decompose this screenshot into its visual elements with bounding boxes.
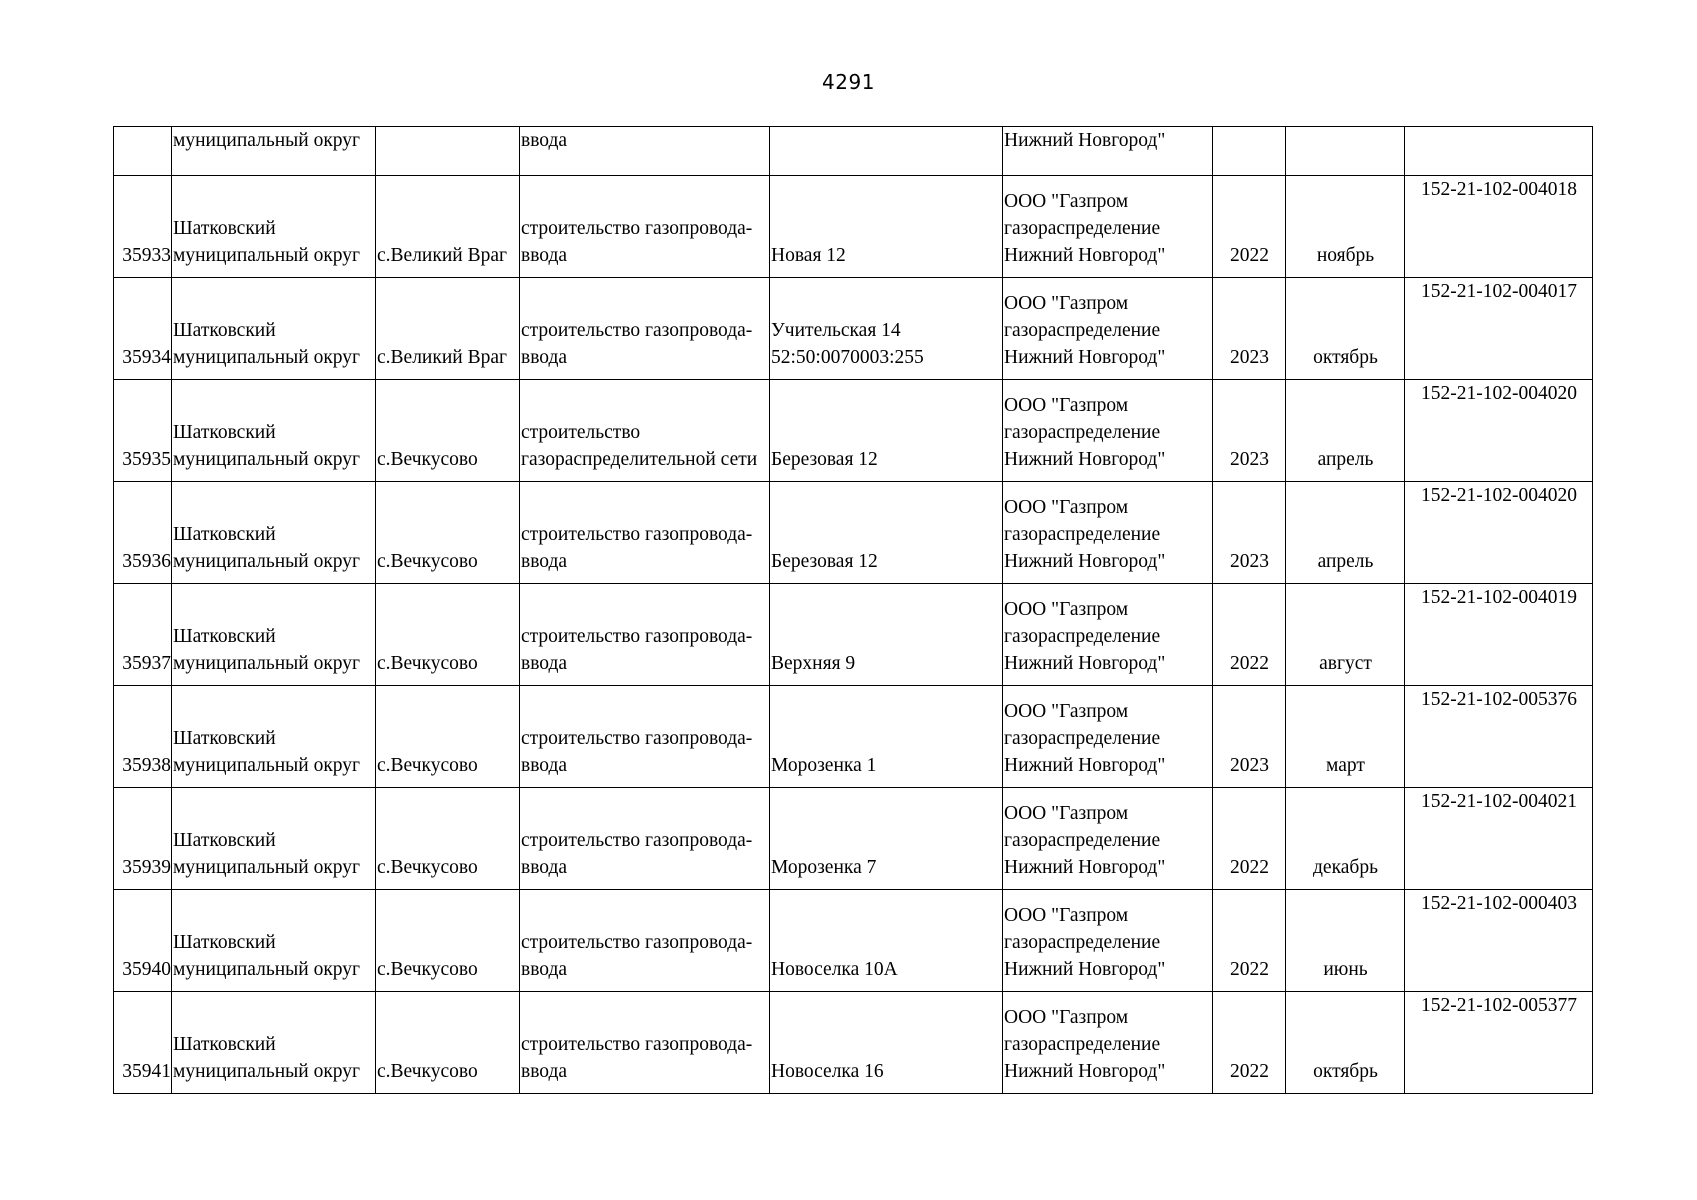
code-cell: 152-21-102-004018 [1405, 176, 1593, 278]
organization-cell: ООО "Газпром газораспределение Нижний Новгород" [1003, 992, 1213, 1094]
table-row [114, 584, 1593, 686]
month-cell: октябрь [1286, 992, 1405, 1094]
row-number-cell: 35939 [114, 788, 172, 890]
code-cell: 152-21-102-004021 [1405, 788, 1593, 890]
code-cell: 152-21-102-000403 [1405, 890, 1593, 992]
address-cell: Верхняя 9 [770, 584, 1003, 686]
work-type-cell: строительство газопровода- ввода [520, 482, 770, 584]
district-cell: муниципальный округ [172, 127, 376, 176]
address-cell: Новоселка 16 [770, 992, 1003, 1094]
work-type-cell: строительство газопровода- ввода [520, 890, 770, 992]
organization-cell: Нижний Новгород" [1003, 127, 1213, 176]
organization-cell: ООО "Газпром газораспределение Нижний Новгород" [1003, 890, 1213, 992]
table-row [114, 380, 1593, 482]
address-cell: Новая 12 [770, 176, 1003, 278]
row-number-cell: 35934 [114, 278, 172, 380]
year-cell: 2022 [1213, 890, 1286, 992]
district-cell: Шатковский муниципальный округ [172, 584, 376, 686]
table-body [114, 127, 1593, 1094]
organization-cell: ООО "Газпром газораспределение Нижний Новгород" [1003, 686, 1213, 788]
table-row [114, 686, 1593, 788]
work-type-cell: строительство газопровода- ввода [520, 686, 770, 788]
district-cell: Шатковский муниципальный округ [172, 380, 376, 482]
organization-cell: ООО "Газпром газораспределение Нижний Новгород" [1003, 278, 1213, 380]
code-cell: 152-21-102-004020 [1405, 380, 1593, 482]
table-row [114, 890, 1593, 992]
month-cell: июнь [1286, 890, 1405, 992]
organization-cell: ООО "Газпром газораспределение Нижний Новгород" [1003, 176, 1213, 278]
settlement-cell [376, 127, 520, 176]
month-cell: март [1286, 686, 1405, 788]
address-cell: Морозенка 7 [770, 788, 1003, 890]
work-type-cell: строительство газопровода- ввода [520, 584, 770, 686]
settlement-cell: с.Вечкусово [376, 890, 520, 992]
address-cell: Новоселка 10А [770, 890, 1003, 992]
registry-table [113, 126, 1593, 1094]
district-cell: Шатковский муниципальный округ [172, 686, 376, 788]
district-cell: Шатковский муниципальный округ [172, 482, 376, 584]
work-type-cell: строительство газопровода- ввода [520, 176, 770, 278]
address-cell: Морозенка 1 [770, 686, 1003, 788]
row-number-cell: 35933 [114, 176, 172, 278]
year-cell: 2023 [1213, 686, 1286, 788]
year-cell: 2022 [1213, 176, 1286, 278]
year-cell: 2023 [1213, 482, 1286, 584]
settlement-cell: с.Вечкусово [376, 686, 520, 788]
address-cell: Учительская 14 52:50:0070003:255 [770, 278, 1003, 380]
address-cell: Березовая 12 [770, 482, 1003, 584]
address-cell: Березовая 12 [770, 380, 1003, 482]
organization-cell: ООО "Газпром газораспределение Нижний Новгород" [1003, 482, 1213, 584]
row-number-cell: 35935 [114, 380, 172, 482]
district-cell: Шатковский муниципальный округ [172, 176, 376, 278]
year-cell [1213, 127, 1286, 176]
month-cell: апрель [1286, 482, 1405, 584]
district-cell: Шатковский муниципальный округ [172, 788, 376, 890]
year-cell: 2022 [1213, 992, 1286, 1094]
month-cell: ноябрь [1286, 176, 1405, 278]
district-cell: Шатковский муниципальный округ [172, 890, 376, 992]
settlement-cell: с.Вечкусово [376, 482, 520, 584]
settlement-cell: с.Великий Враг [376, 176, 520, 278]
table-row [114, 278, 1593, 380]
settlement-cell: с.Вечкусово [376, 992, 520, 1094]
table-row [114, 992, 1593, 1094]
month-cell: апрель [1286, 380, 1405, 482]
district-cell: Шатковский муниципальный округ [172, 278, 376, 380]
row-number-cell: 35937 [114, 584, 172, 686]
organization-cell: ООО "Газпром газораспределение Нижний Новгород" [1003, 584, 1213, 686]
work-type-cell: строительство газопровода- ввода [520, 278, 770, 380]
work-type-cell: ввода [520, 127, 770, 176]
month-cell: декабрь [1286, 788, 1405, 890]
table-row [114, 788, 1593, 890]
year-cell: 2022 [1213, 788, 1286, 890]
year-cell: 2023 [1213, 278, 1286, 380]
code-cell: 152-21-102-004020 [1405, 482, 1593, 584]
year-cell: 2022 [1213, 584, 1286, 686]
table-row [114, 482, 1593, 584]
row-number-cell: 35940 [114, 890, 172, 992]
month-cell [1286, 127, 1405, 176]
year-cell: 2023 [1213, 380, 1286, 482]
table-row [114, 127, 1593, 176]
organization-cell: ООО "Газпром газораспределение Нижний Новгород" [1003, 380, 1213, 482]
settlement-cell: с.Вечкусово [376, 788, 520, 890]
work-type-cell: строительство газопровода- ввода [520, 788, 770, 890]
code-cell: 152-21-102-004017 [1405, 278, 1593, 380]
work-type-cell: строительство газопровода- ввода [520, 992, 770, 1094]
code-cell: 152-21-102-005376 [1405, 686, 1593, 788]
row-number-cell: 35936 [114, 482, 172, 584]
code-cell [1405, 127, 1593, 176]
code-cell: 152-21-102-004019 [1405, 584, 1593, 686]
settlement-cell: с.Вечкусово [376, 380, 520, 482]
district-cell: Шатковский муниципальный округ [172, 992, 376, 1094]
row-number-cell: 35938 [114, 686, 172, 788]
code-cell: 152-21-102-005377 [1405, 992, 1593, 1094]
month-cell: октябрь [1286, 278, 1405, 380]
month-cell: август [1286, 584, 1405, 686]
table-row [114, 176, 1593, 278]
row-number-cell: 35941 [114, 992, 172, 1094]
address-cell [770, 127, 1003, 176]
organization-cell: ООО "Газпром газораспределение Нижний Новгород" [1003, 788, 1213, 890]
row-number-cell [114, 127, 172, 176]
settlement-cell: с.Вечкусово [376, 584, 520, 686]
settlement-cell: с.Великий Враг [376, 278, 520, 380]
page-number: 4291 [822, 70, 875, 94]
work-type-cell: строительство газораспределительной сети [520, 380, 770, 482]
